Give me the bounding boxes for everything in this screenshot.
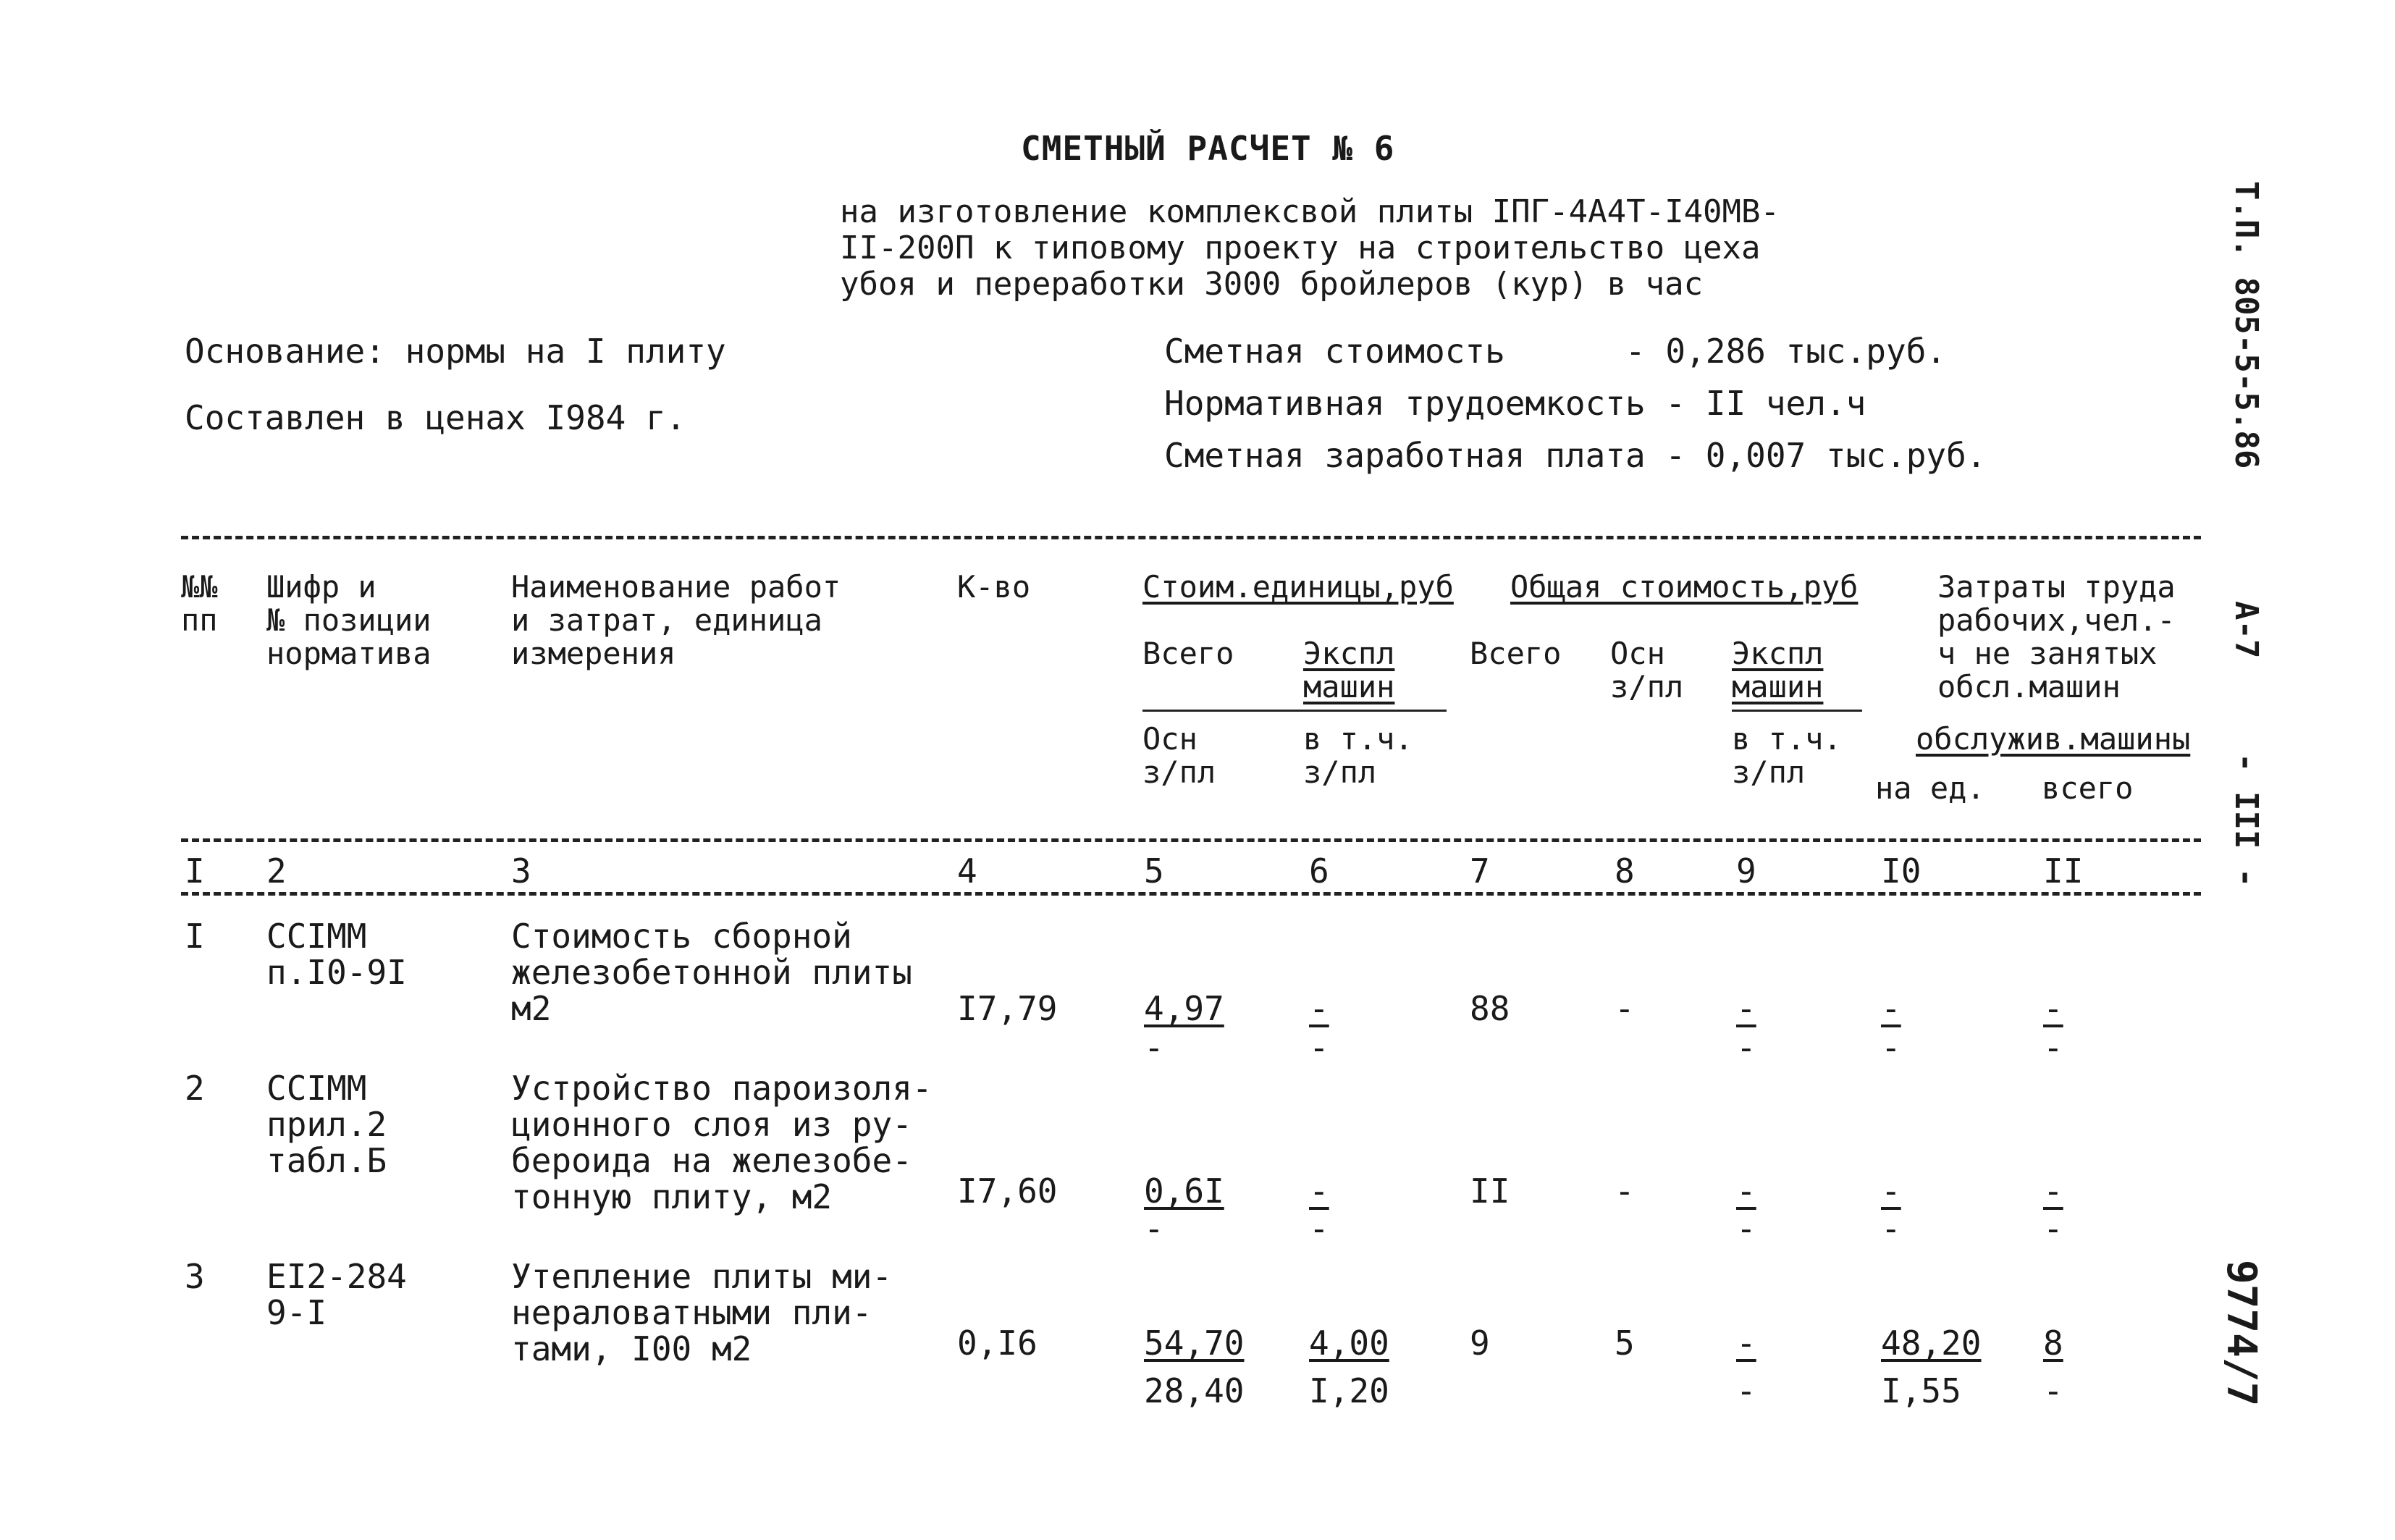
col-number-3: 3 [511, 851, 531, 891]
row-c9: - [1736, 1324, 1756, 1363]
row-c5b: 28,40 [1144, 1371, 1245, 1410]
header-c6-machines: Экспл машин [1303, 636, 1395, 704]
col-number-7: 7 [1470, 851, 1490, 891]
row-c11: - [2043, 1171, 2063, 1211]
header-code: Шифр и № позиции норматива [266, 569, 432, 671]
header-c9-incl-wage: в т.ч. з/пл [1732, 721, 1842, 790]
row-c8: - [1615, 1171, 1635, 1211]
col-number-5: 5 [1144, 851, 1164, 891]
row-work-name: Утепление плиты ми- нераловатными пли- тами, I00 м2 [511, 1257, 893, 1368]
basis-text: Основание: нормы на I плиту [185, 332, 726, 371]
header-quantity: К-во [957, 569, 1031, 605]
column-number-rule [181, 892, 2201, 896]
estimated-cost-text: Сметная стоимость - 0,286 тыс.руб. [1164, 332, 1947, 371]
header-row-number: №№ пп [181, 569, 218, 638]
col-number-4: 4 [957, 851, 977, 891]
document-subtitle-line-1: на изготовление комплексвой плиты IПГ-4А4Т-I40МВ- [840, 193, 1780, 230]
header-unit-cost: Стоим.единицы,руб [1142, 569, 1454, 605]
unit-cost-subrule [1142, 710, 1447, 712]
row-c5b: - [1144, 1209, 1164, 1248]
row-c9b: - [1736, 1028, 1756, 1067]
col-number-2: 2 [266, 851, 287, 891]
row-c10b: - [1881, 1209, 1901, 1248]
header-c9-machines: Экспл машин [1732, 636, 1824, 704]
header-c7-total: Всего [1470, 636, 1562, 671]
row-c10: - [1881, 1171, 1901, 1211]
col-number-6: 6 [1309, 851, 1329, 891]
header-c11-total: всего [2042, 770, 2134, 806]
total-cost-subrule [1732, 710, 1862, 712]
row-code: CCIMM п.I0-9I [266, 917, 407, 992]
row-c11b: - [2043, 1209, 2063, 1248]
row-c5: 0,6I [1144, 1171, 1224, 1211]
col-number-8: 8 [1615, 851, 1635, 891]
row-c9b: - [1736, 1209, 1756, 1248]
row-c7: 88 [1470, 989, 1510, 1028]
price-year-text: Составлен в ценах I984 г. [185, 398, 686, 437]
col-number-10: I0 [1881, 851, 1922, 891]
row-c9b: - [1736, 1371, 1756, 1410]
archive-number-stamp: 9774/7 [2218, 1260, 2265, 1407]
header-work-name: Наименование работ и затрат, единица измерения [511, 569, 841, 671]
album-stamp: А-7 [2228, 601, 2265, 659]
row-c6b: I,20 [1309, 1371, 1389, 1410]
row-c10b: - [1881, 1028, 1901, 1067]
wages-text: Сметная заработная плата - 0,007 тыс.руб. [1164, 436, 1987, 475]
row-work-name: Стоимость сборной железобетонной плиты м2 [511, 917, 912, 1028]
header-machine-service: обслужив.машины [1916, 721, 2191, 757]
row-c6b: - [1309, 1209, 1329, 1248]
col-number-11: II [2043, 851, 2084, 891]
sheet-stamp: - III - [2228, 753, 2265, 888]
row-work-name: Устройство пароизоля- ционного слоя из ру- бероида на железобе- тонную плиту, м2 [511, 1069, 933, 1216]
row-number: I [185, 917, 205, 956]
document-subtitle-line-3: убоя и переработки 3000 бройлеров (кур) в час [840, 266, 1704, 303]
row-c9: - [1736, 989, 1756, 1028]
row-c7: 9 [1470, 1324, 1490, 1363]
row-code: EI2-284 9-I [266, 1257, 407, 1332]
header-labor-cost: Затраты труда рабочих,чел.- ч не занятых обсл.машин [1937, 569, 2176, 704]
row-c10b: I,55 [1881, 1371, 1961, 1410]
col-number-1: I [185, 851, 205, 891]
header-c10-per-unit: на ед. [1875, 770, 1985, 806]
row-c7: II [1470, 1171, 1510, 1211]
row-c9: - [1736, 1171, 1756, 1211]
row-c6: - [1309, 1171, 1329, 1211]
row-c6: 4,00 [1309, 1324, 1389, 1363]
row-c10: 48,20 [1881, 1324, 1982, 1363]
row-c6: - [1309, 989, 1329, 1028]
header-c5-base-wage: Осн з/пл [1142, 721, 1216, 790]
row-c10: - [1881, 989, 1901, 1028]
labor-intensity-text: Нормативная трудоемкость - II чел.ч [1164, 384, 1866, 423]
row-code: CCIMM прил.2 табл.Б [266, 1069, 387, 1180]
document-subtitle-line-2: II-200П к типовому проекту на строительство цеха [840, 230, 1761, 266]
row-c11: - [2043, 989, 2063, 1028]
row-c5b: - [1144, 1028, 1164, 1067]
row-c11b: - [2043, 1028, 2063, 1067]
doc-code-stamp: Т.П. 805-5-5.86 [2228, 181, 2265, 469]
header-total-cost: Общая стоимость,руб [1510, 569, 1859, 605]
row-quantity: 0,I6 [957, 1324, 1037, 1363]
row-c11: 8 [2043, 1324, 2063, 1363]
header-c5-total: Всего [1142, 636, 1234, 671]
row-number: 3 [185, 1257, 205, 1296]
row-c8: - [1615, 989, 1635, 1028]
header-c6-incl-wage: в т.ч. з/пл [1303, 721, 1413, 790]
row-c5: 4,97 [1144, 989, 1224, 1028]
row-c6b: - [1309, 1028, 1329, 1067]
header-c8-base-wage: Осн з/пл [1610, 636, 1684, 704]
row-number: 2 [185, 1069, 205, 1108]
row-c5: 54,70 [1144, 1324, 1245, 1363]
row-quantity: I7,60 [957, 1171, 1058, 1211]
document-title: СМЕТНЫЙ РАСЧЕТ № 6 [1021, 129, 1395, 168]
table-header-rule [181, 838, 2201, 842]
table-top-rule [181, 536, 2201, 539]
row-c8: 5 [1615, 1324, 1635, 1363]
row-c11b: - [2043, 1371, 2063, 1410]
col-number-9: 9 [1736, 851, 1756, 891]
row-quantity: I7,79 [957, 989, 1058, 1028]
